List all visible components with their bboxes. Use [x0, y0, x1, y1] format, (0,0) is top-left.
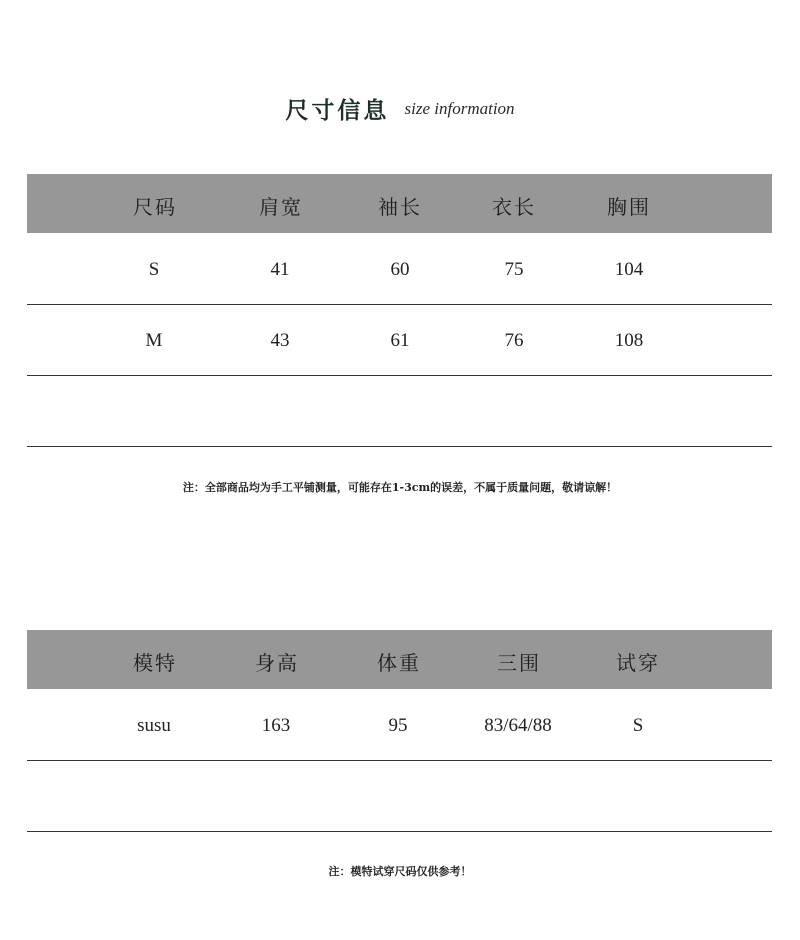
- size-cell: M: [145, 330, 163, 351]
- size-table-empty-row: [27, 375, 772, 447]
- size-cell: 41: [270, 259, 290, 280]
- model-cell: 95: [388, 715, 408, 736]
- model-cell: 163: [261, 715, 291, 736]
- size-cell: 108: [614, 330, 644, 351]
- size-header-cell: 胸围: [607, 195, 651, 219]
- size-note: 注：全部商品均为手工平铺测量，可能存在1-3cm的误差，不属于质量问题，敬请谅解！: [182, 481, 618, 494]
- size-cell: S: [148, 259, 160, 280]
- model-table-header: [27, 630, 772, 689]
- model-cell: susu: [137, 715, 171, 736]
- model-header-cell: 身高: [255, 651, 299, 675]
- page-title: [0, 92, 800, 125]
- size-table-row: [27, 304, 772, 376]
- model-header-cell: 试穿: [616, 651, 660, 675]
- size-header-cell: 肩宽: [259, 195, 303, 219]
- title-english: size information: [404, 98, 515, 118]
- model-note: 注：模特试穿尺码仅供参考！: [328, 865, 472, 878]
- size-cell: 75: [504, 259, 524, 280]
- model-cell: S: [632, 715, 644, 736]
- size-header-cell: 衣长: [492, 195, 536, 219]
- size-cell: 43: [270, 330, 290, 351]
- size-header-cell: 尺码: [133, 195, 177, 219]
- model-table-empty-row: [27, 760, 772, 832]
- size-cell: 61: [390, 330, 410, 351]
- size-cell: 76: [504, 330, 524, 351]
- size-cell: 60: [390, 259, 410, 280]
- size-cell: 104: [614, 259, 644, 280]
- size-header-cell: 袖长: [378, 195, 422, 219]
- model-header-cell: 体重: [377, 651, 421, 675]
- model-cell: 83/64/88: [484, 715, 552, 736]
- model-table-row: [27, 689, 772, 761]
- model-header-cell: 模特: [133, 651, 177, 675]
- size-table-row: [27, 233, 772, 305]
- model-header-cell: 三围: [497, 651, 541, 675]
- size-table-header: [27, 174, 772, 233]
- title-chinese: 尺寸信息: [285, 97, 390, 124]
